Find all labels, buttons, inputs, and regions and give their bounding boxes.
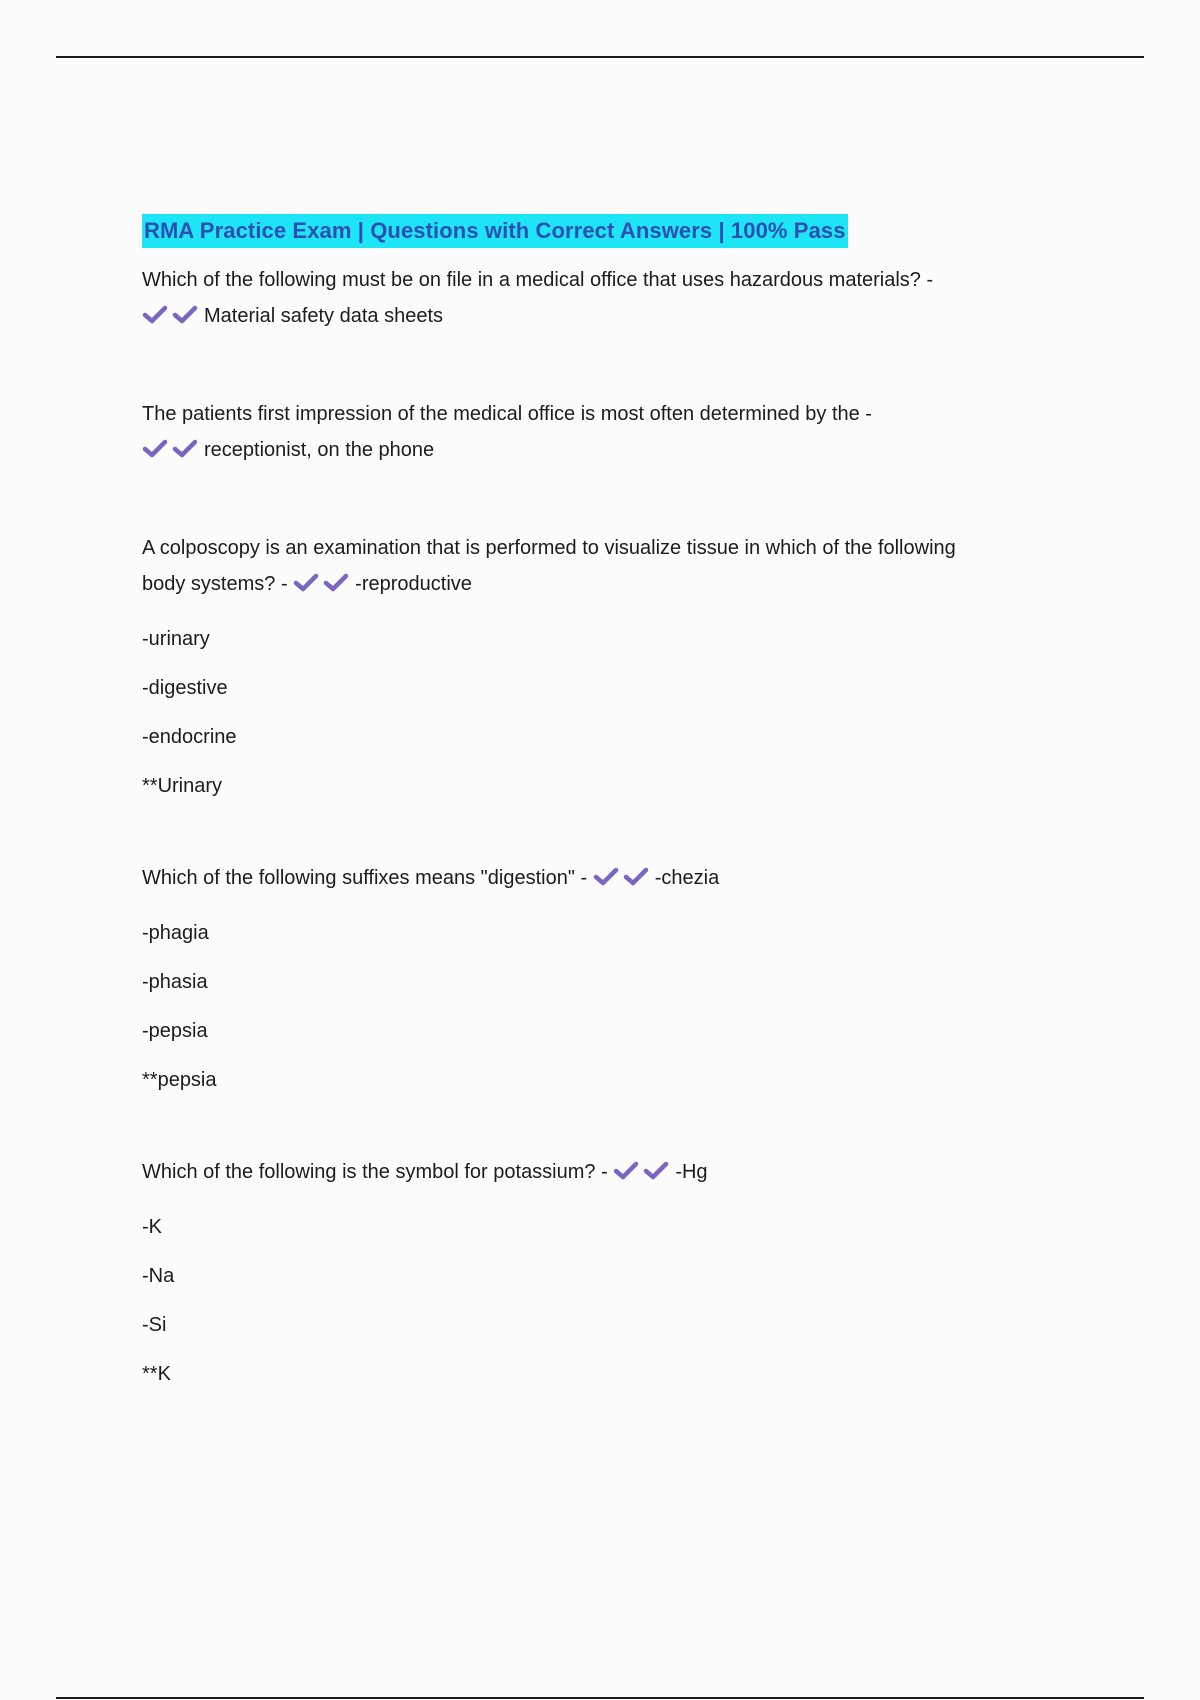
checkmark-icon — [623, 866, 649, 888]
checkmark-icon — [172, 304, 198, 326]
question-text: body systems? - — [142, 573, 288, 595]
document-content — [142, 214, 1062, 1386]
checkmark-icon — [643, 1160, 669, 1182]
question-block-2 — [142, 396, 1062, 468]
question-text: Which of the following must be on file in a medical office that uses hazardous materials? - — [142, 269, 934, 291]
option-item: -phagia — [142, 922, 209, 944]
question-text-continued — [142, 566, 1062, 602]
checkmark-icon — [142, 304, 168, 326]
question-text: A colposcopy is an examination that is performed to visualize tissue in which of the following — [142, 537, 956, 559]
question-block-1 — [142, 262, 1062, 334]
option-text: -Hg — [675, 1161, 708, 1183]
answer-line — [142, 432, 1062, 468]
check-marks — [593, 860, 653, 896]
check-marks — [142, 432, 202, 468]
question-block-5 — [142, 1154, 1062, 1386]
checkmark-icon — [293, 572, 319, 594]
option-item: -Na — [142, 1265, 175, 1287]
checkmark-icon — [613, 1160, 639, 1182]
check-marks — [293, 566, 353, 602]
checkmark-icon — [142, 438, 168, 460]
document-title: RMA Practice Exam | Questions with Correct Answers | 100% Pass — [142, 214, 848, 248]
checkmark-icon — [593, 866, 619, 888]
checkmark-icon — [323, 572, 349, 594]
checkmark-icon — [172, 438, 198, 460]
option-item: -Si — [142, 1314, 167, 1336]
header-rule — [56, 56, 1144, 58]
option-item: -K — [142, 1216, 162, 1238]
answer-text: receptionist, on the phone — [204, 439, 435, 461]
correct-answer: **Urinary — [142, 775, 223, 797]
check-marks — [613, 1154, 673, 1190]
check-marks — [142, 298, 202, 334]
option-item: -urinary — [142, 628, 210, 650]
question-text: Which of the following is the symbol for potassium? - — [142, 1161, 608, 1183]
correct-answer: **K — [142, 1363, 171, 1385]
question-block-4 — [142, 860, 1062, 1092]
question-text: The patients first impression of the medical office is most often determined by the - — [142, 403, 872, 425]
option-item: -digestive — [142, 677, 228, 699]
option-item: -pepsia — [142, 1020, 208, 1042]
question-line — [142, 860, 1062, 896]
question-block-3 — [142, 530, 1062, 798]
option-text: -chezia — [654, 867, 720, 889]
question-line — [142, 1154, 1062, 1190]
answer-text: Material safety data sheets — [204, 305, 444, 327]
footer-rule — [56, 1697, 1144, 1699]
option-item: -phasia — [142, 971, 208, 993]
option-item: -endocrine — [142, 726, 237, 748]
correct-answer: **pepsia — [142, 1069, 217, 1091]
question-text: Which of the following suffixes means "digestion" - — [142, 867, 588, 889]
answer-line — [142, 298, 1062, 334]
option-text: -reproductive — [355, 573, 472, 595]
